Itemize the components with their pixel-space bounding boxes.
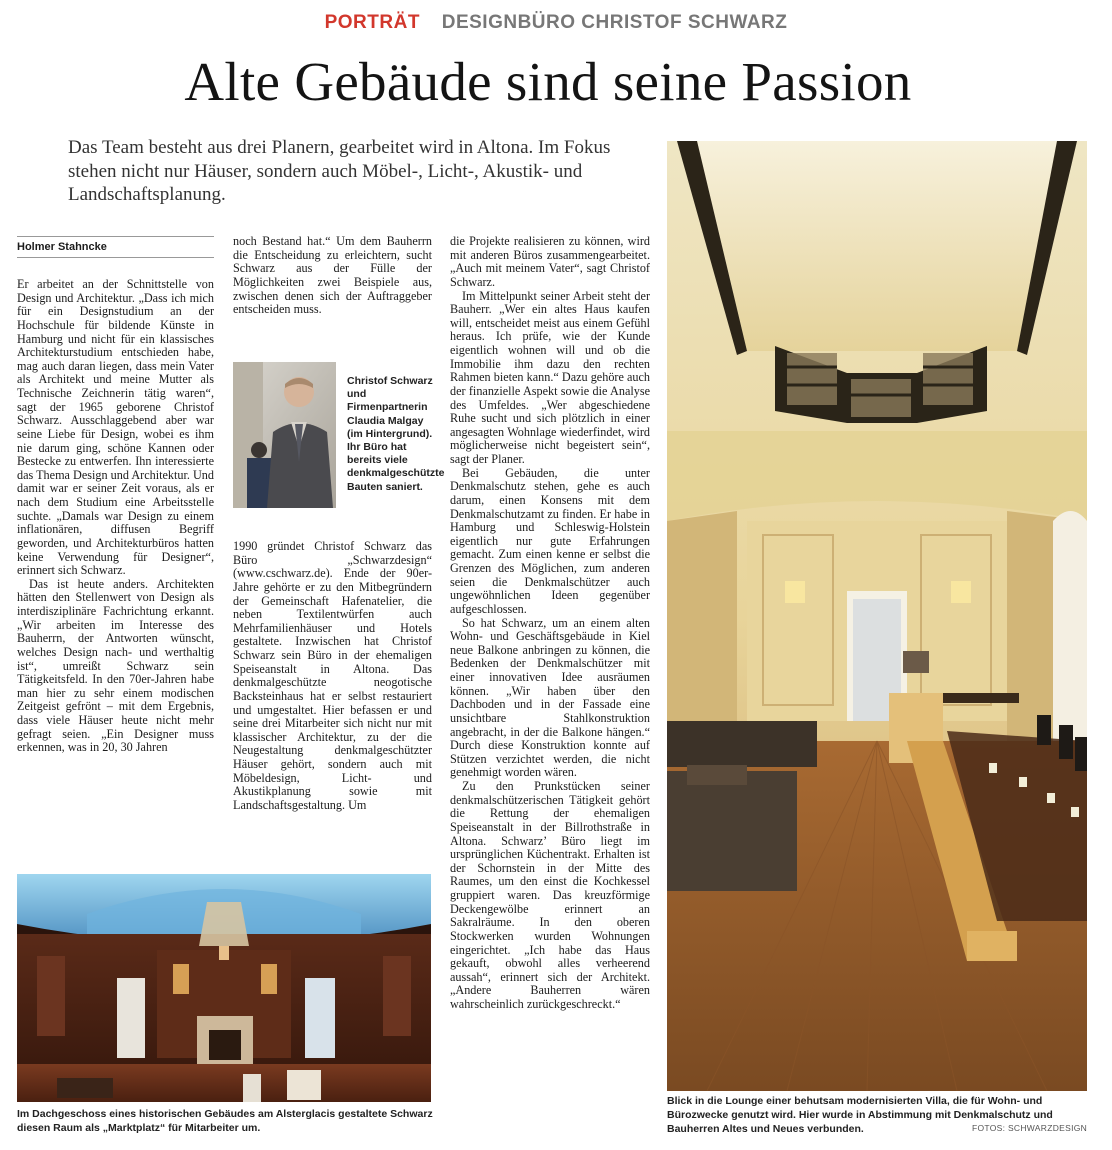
article-paragraph: 1990 gründet Christof Schwarz das Büro „Schwarzdesign“ (www.cschwarz.de). Ende der 90er-Jahre gehörte er zu den Mitbegründern der Gemeinschaft Hafenatelier, die neben Textilentwürfen auch Mehrfamilienhäuser und Hotels gestaltete. Inzwischen hat Christof Schwarz sein Büro in der ehemaligen Speiseanstalt in Altona. Das denkmalgeschützte neogotische Backsteinhaus hat er selbst restauriert und umgestaltet. Hier befassen er und seine drei Mitarbeiter sich nicht nur mit klassischer Architektur, zu der die Neugestaltung denkmalgeschützter Häuser gehört, sondern auch mit Möbeldesign, Licht- und Akustikplanung sowie mit Landschaftsgestaltung. Um	[233, 539, 432, 812]
article-paragraph: Bei Gebäuden, die unter Denkmalschutz stehen, gehe es auch darum, einen Konsens mit dem Denkmalschutzamt zu finden. Er habe in Hamburg und Schleswig-Holstein eigentlich nur gute Erfahrungen gemacht. Zum einen kenne er selbst die Grenzen des Möglichen, zum anderen seien die Denkmalschützer auch ungewöhnlichen Ideen gegenüber aufgeschlossen.	[450, 465, 650, 616]
lounge-photo-caption: Blick in die Lounge einer behutsam modernisierten Villa, die für Wohn- und Bürozwecke genutzt wird. Hier wurde in Abstimmung mit Denkmalschutz und Bauherren Altes und Neues verbunden.	[667, 1095, 1053, 1135]
article-paragraph: die Projekte realisieren zu können, wird mit anderen Büros zusammengearbeitet. „Auch mit meinem Vater“, sagt Christof Schwarz.	[450, 234, 650, 289]
lead-paragraph: Das Team besteht aus drei Planern, gearbeitet wird in Altona. Im Fokus stehen nicht nur Häuser, sondern auch Möbel-, Licht-, Akustik- und Landschaftsplanung.	[68, 137, 611, 205]
article-column-2-bottom	[233, 540, 432, 813]
article-column-3	[450, 235, 650, 1012]
headline: Alte Gebäude sind seine Passion	[184, 51, 912, 112]
kicker	[0, 12, 1112, 34]
article-paragraph: Er arbeitet an der Schnittstelle von Design und Architektur. „Dass ich mich für ein Designstudium an der Hochschule für bildende Künste in Hamburg und nicht für ein klassisches Architekturstudium entschieden habe, mag auch daran liegen, dass mein Vater als Architekt und meine Mutter als Technische Zeichnerin tätig waren“, sagt der 1965 geborene Christof Schwarz. Ausschlaggebend aber war seine Liebe für Design, wobei es ihm nie darum ging, schöne Kannen oder Bestecke zu entwerfen. Ihn interessierte das Thema Design und Architektur. Und damit war er seiner Zeit voraus, als er nach dem Studium eine Arbeitsstelle suchte. „Damals war Design zu einem inflationären, diffusen Begriff geworden, und Architekturbüros hatten keine Verwendung für Designer“, erinnert sich Schwarz.	[17, 277, 214, 578]
portrait-photo	[233, 362, 336, 508]
kicker-section: PORTRÄT	[324, 12, 420, 33]
portrait-caption: Christof Schwarz und Firmenpartnerin Claudia Malgay (im Hintergrund). Ihr Büro hat bereits viele denkmalgeschützte Bauten saniert.	[347, 375, 445, 493]
article-paragraph: Im Mittelpunkt seiner Arbeit steht der Bauherr. „Wer ein altes Haus kaufen will, entscheidet meist aus einem Gefühl heraus. Ich prüfe, wie der Kunde eigentlich wohnen will und ob die Immobilie ihm dazu den rechten Rahmen bieten kann.“ Dazu gehöre auch der finanzielle Aspekt sowie die Analyse des Umfeldes. „Wer abgeschiedene Ruhe sucht und sich plötzlich in einer angesagten Wohnlage wiederfindet, wird möglicherweise nicht begeistert sein“, sagt der Planer.	[450, 288, 650, 466]
byline-rule-top	[17, 236, 214, 237]
article-paragraph: Zu den Prunkstücken seiner denkmalschützerischen Tätigkeit gehört die Rettung der ehemaligen Speiseanstalt in der Billrothstraße in Altona. Schwarz’ Büro liegt im ursprünglichen Küchentrakt. Erhalten ist der Schornstein in der Mitte des Raumes, um den einst die Kochkessel gruppiert waren. Das kreuzförmige Deckengewölbe erinnert an Sakralräume. In den oberen Stockwerken wurden Wohnungen eingerichtet. „Ich habe das Haus gekauft, obwohl alles verheerend aussah“, erinnert sich der Architekt. „Andere Bauherren wären wahrscheinlich zurückgeschreckt.“	[450, 779, 650, 1011]
byline-author: Holmer Stahncke	[17, 241, 107, 253]
kicker-subject: DESIGNBÜRO CHRISTOF SCHWARZ	[441, 12, 788, 33]
article-column-2-top	[233, 235, 432, 317]
article-column-1	[17, 278, 214, 755]
lounge-villa-photo	[667, 141, 1087, 1091]
photo-credit: FOTOS: SCHWARZDESIGN	[972, 1123, 1088, 1133]
marktplatz-room-photo	[17, 874, 431, 1102]
byline-rule-bottom	[17, 257, 214, 258]
marktplatz-photo-caption: Im Dachgeschoss eines historischen Gebäudes am Alsterglacis gestaltete Schwarz diesen Raum als „Marktplatz“ für Mitarbeiter um.	[17, 1108, 433, 1134]
article-paragraph: noch Bestand hat.“ Um dem Bauherrn die Entscheidung zu erleichtern, sucht Schwarz aus der Fülle der Möglichkeiten zwei Beispiele aus, zwischen denen sich der Auftraggeber entscheiden muss.	[233, 234, 432, 317]
article-paragraph: So hat Schwarz, um an einem alten Wohn- und Geschäftsgebäude in Kiel neue Balkone anbringen zu können, die Bedenken der Denkmalschützer mit einer innovativen Idee ausräumen können. „Wir haben über den Dachboden und in der Fassade eine unsichtbare Stahlkonstruktion angebracht, in der die Balkone hängen.“ Durch diese Konstruktion konnte auf Stützen verzichtet werden, die nicht genehmigt worden wären.	[450, 615, 650, 780]
article-paragraph: Das ist heute anders. Architekten hätten den Stellenwert von Design als interdisziplinäre Fachrichtung erkannt. „Wir arbeiten im Interesse des Bauherrn, der Antworten wünscht, welches Design nach- und werthaltig ist“, umreißt Schwarz sein Tätigkeitsfeld. In den 70er-Jahren habe man hier zu sehr einem modischen Zeitgeist gefrönt – mit dem Ergebnis, dass viele Häuser heute nicht mehr gefragt seien. „Ein Designer muss erkennen, was in 20, 30 Jahren	[17, 576, 214, 755]
